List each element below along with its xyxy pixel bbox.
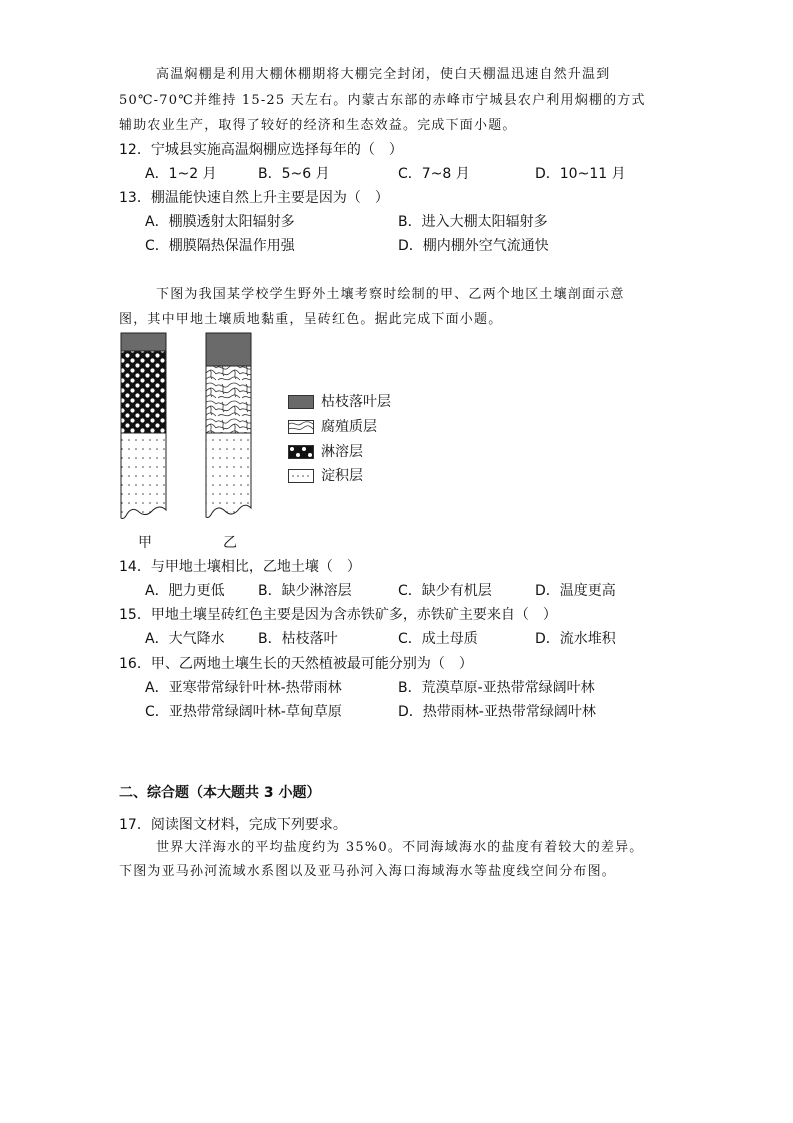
intro2-line1: 下图为我国某学校学生野外土壤考察时绘制的甲、乙两个地区土壤剖面示意 [156, 287, 625, 302]
col-a-litter-layer [121, 333, 166, 351]
col-b-litter-layer [206, 333, 251, 366]
section-title: 二、综合题（本大题共 3 小题） [119, 785, 321, 801]
profile-column-a [121, 333, 166, 519]
q12-option-b: B．5~6 月 [258, 166, 330, 182]
intro2-line2: 图，其中甲地土壤质地黏重，呈砖红色。据此完成下面小题。 [119, 312, 503, 327]
intro1-line1: 高温焖棚是利用大棚休棚期将大棚完全封闭，使白天棚温迅速自然升温到 [156, 67, 611, 82]
q15-option-b: B．枯枝落叶 [258, 631, 338, 647]
q13-option-c: C．棚膜隔热保温作用强 [145, 238, 295, 254]
intro1-line3: 辅助农业生产，取得了较好的经济和生态效益。完成下面小题。 [119, 118, 517, 133]
q16-option-b: B．荒漠草原-亚热带常绿阔叶林 [398, 680, 595, 696]
soil-profile-figure [0, 328, 793, 558]
q13-option-b: B．进入大棚太阳辐射多 [398, 214, 548, 230]
legend-label: 枯枝落叶层 [321, 394, 391, 410]
q14-option-c: C．缺少有机层 [398, 583, 492, 599]
q14-option-d: D．温度更高 [535, 583, 616, 599]
column-label-a: 甲 [138, 535, 152, 551]
humus-swatch-icon [288, 420, 314, 434]
litter-swatch-icon [288, 395, 314, 409]
q14-option-b: B．缺少淋溶层 [258, 583, 352, 599]
q12-stem: 12．宁城县实施高温焖棚应选择每年的（ ） [119, 142, 403, 158]
legend-label: 腐殖质层 [321, 419, 377, 435]
legend-label: 淋溶层 [321, 444, 363, 460]
q12-option-d: D．10~11 月 [535, 166, 626, 182]
profile-column-b [206, 333, 251, 518]
q16-option-d: D．热带雨林-亚热带常绿阔叶林 [398, 704, 596, 720]
q17-stem: 17．阅读图文材料，完成下列要求。 [119, 817, 347, 833]
illuvial-swatch-icon [288, 469, 314, 483]
q13-option-a: A．棚膜透射太阳辐射多 [145, 214, 295, 230]
intro1-line2: 50℃-70℃并维持 15-25 天左右。内蒙古东部的赤峰市宁城县农户利用焖棚的方式 [119, 93, 646, 108]
eluvial-swatch-icon [288, 445, 314, 459]
col-b-humus-layer [206, 366, 251, 433]
q15-option-c: C．成土母质 [398, 631, 478, 647]
q15-stem: 15．甲地土壤呈砖红色主要是因为含赤铁矿多，赤铁矿主要来自（ ） [119, 607, 557, 623]
column-label-b: 乙 [223, 535, 237, 551]
q14-option-a: A．肥力更低 [145, 583, 225, 599]
q16-option-a: A．亚寒带常绿针叶林-热带雨林 [145, 680, 342, 696]
q13-option-d: D．棚内棚外空气流通快 [398, 238, 549, 254]
q13-stem: 13．棚温能快速自然上升主要是因为（ ） [119, 190, 389, 206]
q12-option-c: C．7~8 月 [398, 166, 470, 182]
q12-option-a: A．1~2 月 [145, 166, 217, 182]
col-a-eluvial-layer [121, 351, 166, 433]
q16-stem: 16．甲、乙两地土壤生长的天然植被最可能分别为（ ） [119, 656, 473, 672]
col-b-illuvial-layer [206, 433, 251, 518]
legend-label: 淀积层 [321, 468, 363, 484]
q15-option-a: A．大气降水 [145, 631, 225, 647]
q15-option-d: D．流水堆积 [535, 631, 616, 647]
q17-line2: 下图为亚马孙河流域水系图以及亚马孙河入海口海域海水等盐度线空间分布图。 [119, 864, 617, 879]
q14-stem: 14．与甲地土壤相比，乙地土壤（ ） [119, 559, 361, 575]
col-a-illuvial-layer [121, 433, 166, 519]
q16-option-c: C．亚热带常绿阔叶林-草甸草原 [145, 704, 342, 720]
q17-line1: 世界大洋海水的平均盐度约为 35%0。不同海域海水的盐度有着较大的差异。 [156, 840, 644, 855]
